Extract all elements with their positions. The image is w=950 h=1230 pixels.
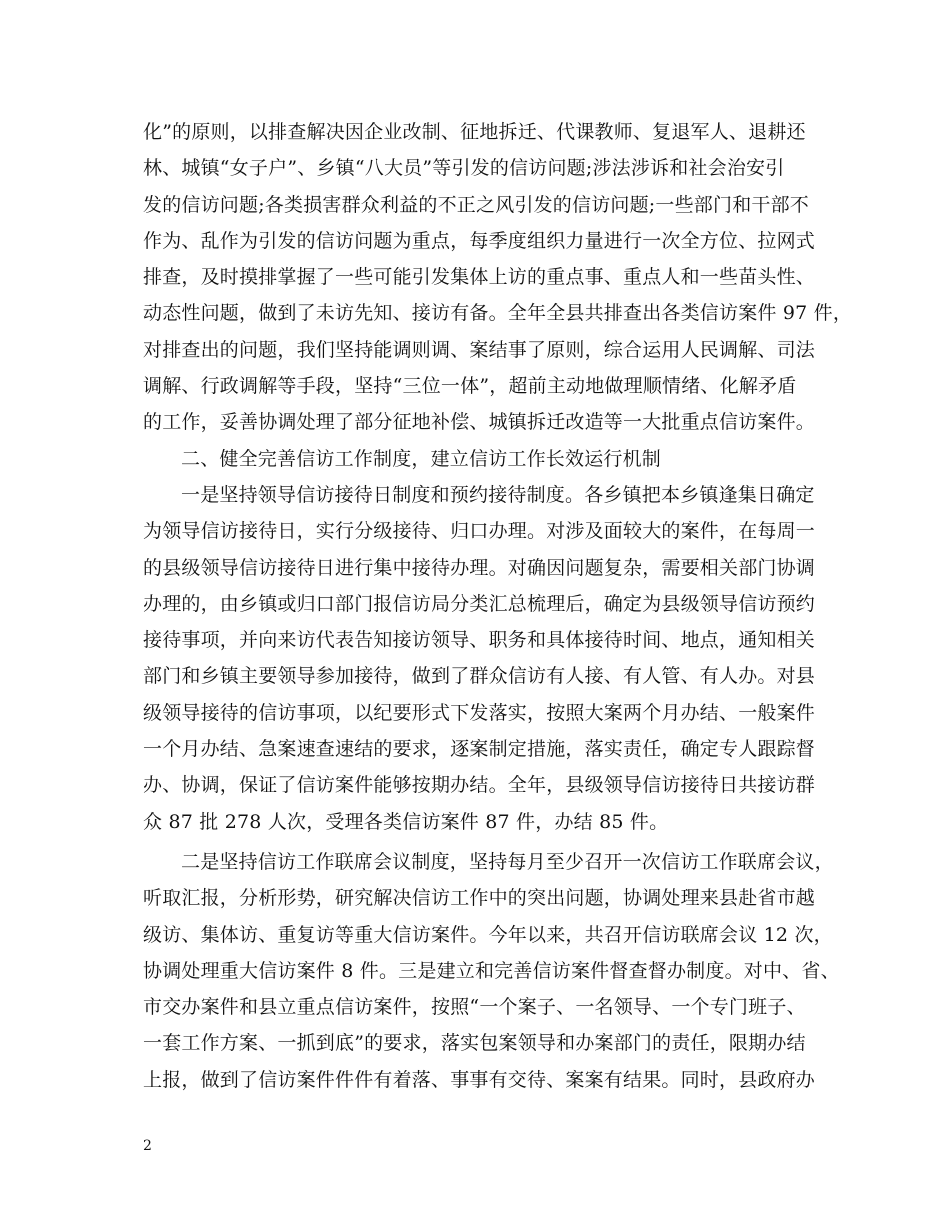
- text-line: 对排查出的问题，我们坚持能调则调、案结事了原则，综合运用人民调解、司法: [143, 338, 816, 361]
- text-line: 办、协调，保证了信访案件能够按期办结。全年，县级领导信访接待日共接访群: [143, 774, 816, 797]
- text-line: 林、城镇“女子户”、乡镇“八大员”等引发的信访问题;涉法涉诉和社会治安引: [143, 157, 785, 180]
- paragraph-start-line: 二是坚持信访工作联席会议制度，坚持每月至少召开一次信访工作联席会议，: [181, 850, 834, 873]
- text-line: 协调处理重大信访案件 8 件。三是建立和完善信访案件督查督办制度。对中、省、: [143, 959, 840, 982]
- text-line: 排查，及时摸排掌握了一些可能引发集体上访的重点事、重点人和一些苗头性、: [143, 266, 816, 289]
- text-line: 上报，做到了信访案件件件有着落、事事有交待、案案有结果。同时，县政府办: [143, 1068, 816, 1091]
- page-number: 2: [143, 1138, 152, 1154]
- text-line: 动态性问题，做到了未访先知、接访有备。全年全县共排查出各类信访案件 97 件，: [143, 302, 853, 325]
- section-heading: 二、健全完善信访工作制度，建立信访工作长效运行机制: [181, 447, 662, 470]
- text-line: 接待事项，并向来访代表告知接访领导、职务和具体接待时间、地点，通知相关: [143, 629, 816, 652]
- text-line: 级访、集体访、重复访等重大信访案件。今年以来，共召开信访联席会议 12 次，: [143, 923, 833, 946]
- text-line: 调解、行政调解等手段，坚持“三位一体”，超前主动地做理顺情绪、化解矛盾: [143, 375, 797, 398]
- text-line: 一个月办结、急案速查速结的要求，逐案制定措施，落实责任，确定专人跟踪督: [143, 738, 816, 761]
- text-line: 的工作，妥善协调处理了部分征地补偿、城镇拆迁改造等一大批重点信访案件。: [143, 411, 816, 434]
- text-line: 发的信访问题;各类损害群众利益的不正之风引发的信访问题;一些部门和干部不: [143, 193, 810, 216]
- text-line: 作为、乱作为引发的信访问题为重点，每季度组织力量进行一次全方位、拉网式: [143, 229, 816, 252]
- text-line: 一套工作方案、一抓到底”的要求，落实包案领导和办案部门的责任，限期办结: [143, 1032, 806, 1055]
- text-line: 听取汇报，分析形势，研究解决信访工作中的突出问题，协调处理来县赴省市越: [143, 887, 816, 910]
- text-line: 市交办案件和县立重点信访案件，按照“一个案子、一名领导、一个专门班子、: [143, 996, 806, 1019]
- text-line: 办理的，由乡镇或归口部门报信访局分类汇总梳理后，确定为县级领导信访预约: [143, 592, 816, 615]
- text-line: 部门和乡镇主要领导参加接待，做到了群众信访有人接、有人管、有人办。对县: [143, 665, 816, 688]
- paragraph-start-line: 一是坚持领导信访接待日制度和预约接待制度。各乡镇把本乡镇逢集日确定: [181, 483, 815, 506]
- text-line: 众 87 批 278 人次，受理各类信访案件 87 件，办结 85 件。: [143, 810, 669, 833]
- text-line: 的县级领导信访接待日进行集中接待办理。对确因问题复杂，需要相关部门协调: [143, 556, 816, 579]
- body-text: [143, 114, 853, 1098]
- text-line: 级领导接待的信访事项，以纪要形式下发落实，按照大案两个月办结、一般案件: [143, 701, 816, 724]
- text-line: 化”的原则，以排查解决因企业改制、征地拆迁、代课教师、复退军人、退耕还: [143, 121, 806, 143]
- text-line: 为领导信访接待日，实行分级接待、归口办理。对涉及面较大的案件，在每周一: [143, 520, 816, 543]
